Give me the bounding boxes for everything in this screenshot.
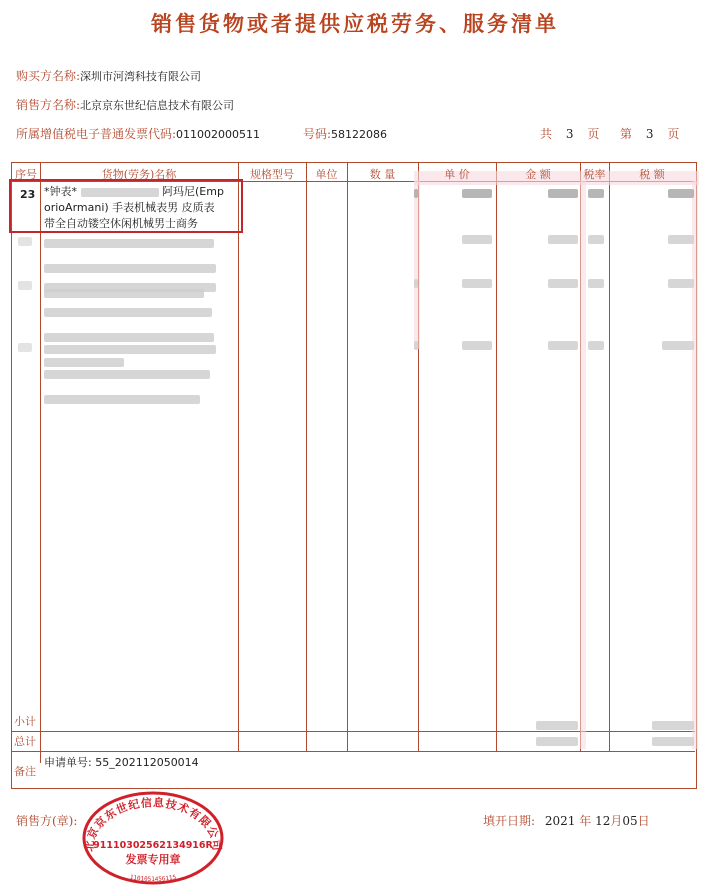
remark-value: 申请单号: 55_202112050014 (44, 756, 199, 769)
redacted-price (462, 235, 492, 244)
redacted-text (44, 370, 210, 379)
seal-serial: 1101051456115 (129, 873, 177, 883)
buyer-value: 深圳市河湾科技有限公司 (80, 70, 202, 83)
redacted-tax (668, 189, 694, 198)
redacted-total-amount (536, 737, 578, 746)
remark-divider (12, 751, 695, 752)
header-rate: 税率 (583, 168, 606, 181)
issue-date (483, 812, 650, 829)
goods-name-line: 带全自动镂空休闲机械男士商务 (44, 217, 198, 230)
col-divider (347, 163, 348, 751)
remark-label: 备注 (14, 765, 36, 778)
official-seal (80, 790, 226, 886)
redaction-band (414, 181, 420, 349)
invoice-items-table (11, 162, 697, 789)
redacted-goods-block (44, 339, 234, 408)
header-unit: 单位 (315, 168, 338, 181)
header-tax: 税 额 (639, 168, 665, 181)
goods-name-part: 阿玛尼(Emp (162, 185, 224, 198)
redacted-amount (548, 189, 578, 198)
redacted-seq (18, 343, 32, 352)
issue-year-unit: 年 (579, 814, 592, 828)
goods-name-line: orioArmani) 手表机械表男 皮质表 (44, 201, 215, 214)
redacted-rate (588, 189, 604, 198)
redacted-total-tax (652, 737, 694, 746)
redacted-row (18, 277, 32, 293)
issue-month-unit: 月 (610, 814, 623, 828)
redacted-row (18, 233, 32, 249)
redacted-tax (668, 235, 694, 244)
seal-company-text: 北京京东世纪信息技术有限公司 (82, 796, 224, 853)
header-goods: 货物(劳务)名称 (101, 168, 177, 181)
header-price: 单 价 (444, 168, 470, 181)
buyer-label: 购买方名称: (16, 69, 81, 83)
redaction-band (580, 181, 586, 749)
redacted-text (44, 395, 200, 404)
seal-tax-id: 91110302562134916R (93, 840, 213, 851)
seller-line (16, 96, 234, 113)
redacted-rate (588, 279, 604, 288)
col-divider (238, 163, 239, 751)
redacted-tax (668, 279, 694, 288)
seller-seal-label: 销售方(章): (16, 814, 78, 828)
invoice-code-line (16, 125, 260, 142)
redaction-band (692, 181, 698, 749)
header-qty: 数 量 (369, 168, 396, 181)
invoice-number-label: 号码: (303, 127, 332, 141)
page-current (620, 125, 679, 142)
redacted-price (462, 189, 492, 198)
redacted-subtotal-tax (652, 721, 694, 730)
col-divider (496, 163, 497, 751)
invoice-number-value: 58122086 (331, 128, 388, 141)
issue-date-label: 填开日期: (483, 814, 536, 828)
col-divider (306, 163, 307, 751)
redacted-text (44, 264, 216, 273)
redacted-row (18, 339, 32, 355)
page-total-number: 3 (565, 127, 574, 141)
page-total (540, 125, 599, 142)
issue-day: 05 (622, 814, 638, 828)
redacted-seq (18, 237, 32, 246)
seller-value: 北京京东世纪信息技术有限公司 (80, 99, 235, 112)
redacted-rate (588, 341, 604, 350)
subtotal-label: 小计 (14, 715, 36, 728)
redacted-text (44, 239, 214, 248)
page-current-suffix: 页 (667, 127, 680, 141)
highlight-box (9, 179, 243, 233)
header-amount: 金 额 (525, 168, 551, 181)
page-total-prefix: 共 (540, 127, 553, 141)
redacted-text (44, 283, 216, 292)
redacted-rate (588, 235, 604, 244)
redacted-price (462, 341, 492, 350)
redacted-tax (662, 341, 694, 350)
header-spec: 规格型号 (250, 168, 294, 181)
col-divider (40, 163, 41, 763)
redacted-subtotal-amount (536, 721, 578, 730)
redacted-amount (548, 279, 578, 288)
header-seq: 序号 (15, 168, 37, 181)
redacted-amount (548, 235, 578, 244)
goods-category: *钟表* (44, 185, 77, 198)
seller-label: 销售方名称: (16, 98, 81, 112)
page-current-number: 3 (645, 127, 654, 141)
col-divider (609, 163, 610, 751)
seal-purpose: 发票专用章 (125, 853, 181, 866)
redacted-qty (414, 189, 418, 198)
issue-month: 12 (595, 814, 611, 828)
redacted-amount (548, 341, 578, 350)
redacted-seq (18, 281, 32, 290)
document-title: 销售货物或者提供应税劳务、服务清单 (151, 11, 559, 36)
row-seq: 23 (20, 188, 36, 201)
redacted-price (462, 279, 492, 288)
issue-year: 2021 (544, 814, 576, 828)
invoice-number-line (303, 125, 387, 142)
redacted-qty (414, 341, 418, 350)
redacted-text (44, 308, 212, 317)
page-current-prefix: 第 (620, 127, 633, 141)
redacted-text (44, 345, 216, 354)
invoice-code-label: 所属增值税电子普通发票代码: (16, 127, 177, 141)
page-total-suffix: 页 (587, 127, 600, 141)
invoice-code-value: 011002000511 (176, 128, 261, 141)
total-label: 总计 (14, 735, 36, 748)
redacted-qty (414, 279, 418, 288)
issue-day-unit: 日 (637, 814, 650, 828)
buyer-line (16, 67, 201, 84)
subtotal-divider (12, 731, 695, 732)
